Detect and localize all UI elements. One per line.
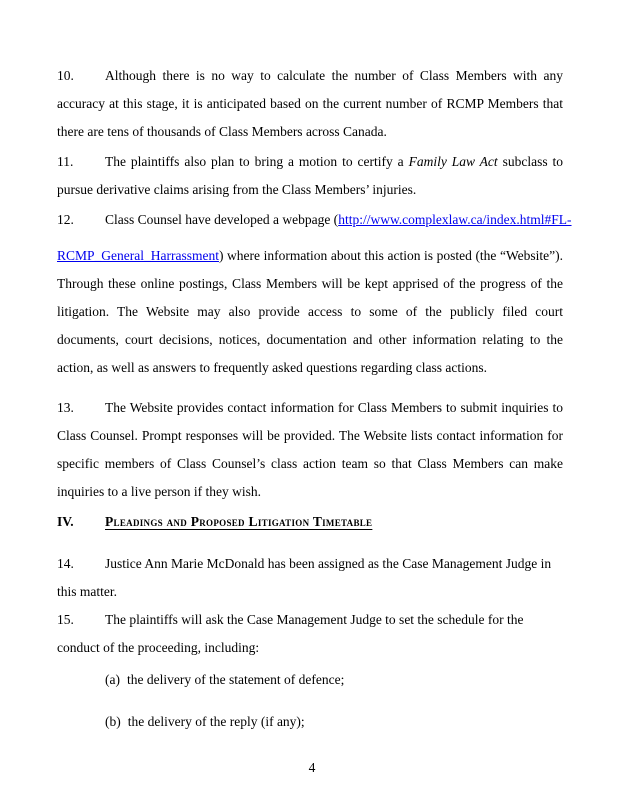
list-item-text: the delivery of the reply (if any);	[127, 713, 305, 729]
paragraph-number: 12.	[57, 212, 74, 227]
section-title: Pleadings and Proposed Litigation Timetable	[105, 514, 373, 529]
paragraph-number: 13.	[57, 400, 74, 415]
website-link-line1[interactable]: http://www.complexlaw.ca/index.html#FL-	[338, 212, 572, 227]
paragraph-text: The plaintiffs also plan to bring a motion to certify a	[105, 154, 409, 169]
paragraph-12-continuation	[57, 242, 563, 382]
paragraph-text: Justice Ann Marie McDonald has been assigned as the Case Management Judge in this matter.	[57, 555, 552, 599]
list-item-b	[105, 708, 563, 736]
page-number: 4	[308, 760, 316, 775]
paragraph-10	[57, 62, 563, 146]
paragraph-13	[57, 394, 563, 506]
paragraph-text: The Website provides contact information for Class Members to submit inquiries to Class Counsel. Prompt responses will be provided. The Website lists contact information for specific members of Class Counsel’s class action team so that Class Members can make inquiries to a live person if they wish.	[57, 400, 563, 499]
paragraph-text: The plaintiffs will ask the Case Management Judge to set the schedule for the conduct of the proceeding, including:	[57, 611, 524, 655]
paragraph-number: 14.	[57, 555, 74, 571]
list-item-a	[105, 666, 563, 694]
paragraph-number: 10.	[57, 68, 74, 83]
list-item-text: the delivery of the statement of defence;	[126, 671, 345, 687]
italic-statute-name: Family Law Act	[408, 154, 498, 169]
paragraph-number: 15.	[57, 611, 74, 627]
paragraph-number: 11.	[57, 154, 74, 169]
section-heading	[57, 508, 563, 536]
paragraph-text: Class Counsel have developed a webpage (	[105, 212, 339, 227]
paragraph-11	[57, 148, 563, 204]
paragraph-15	[57, 606, 563, 662]
paragraph-14	[57, 550, 563, 606]
paragraph-text: ) where information about this action is posted (the “Website”). Through these online postings, Class Members will be kept apprised of the progress of the litigation. The Website may also provide access to some of the publicly filed court documents, court decisions, notices, documentation and other information relating to the action, as well as answers to frequently asked questions regarding class actions.	[57, 248, 563, 375]
website-link-line2[interactable]: RCMP_General_Harrassment	[57, 248, 219, 263]
paragraph-text: subclass to pursue derivative claims arising from the Class Members’ injuries.	[57, 154, 564, 197]
section-number: IV.	[57, 514, 74, 529]
paragraph-12-line1	[57, 206, 572, 234]
list-marker: (b)	[105, 713, 121, 729]
paragraph-text: Although there is no way to calculate the number of Class Members with any accuracy at this stage, it is anticipated based on the current number of RCMP Members that there are tens of thousands of Class Members across Canada.	[57, 68, 563, 139]
list-marker: (a)	[105, 671, 120, 687]
